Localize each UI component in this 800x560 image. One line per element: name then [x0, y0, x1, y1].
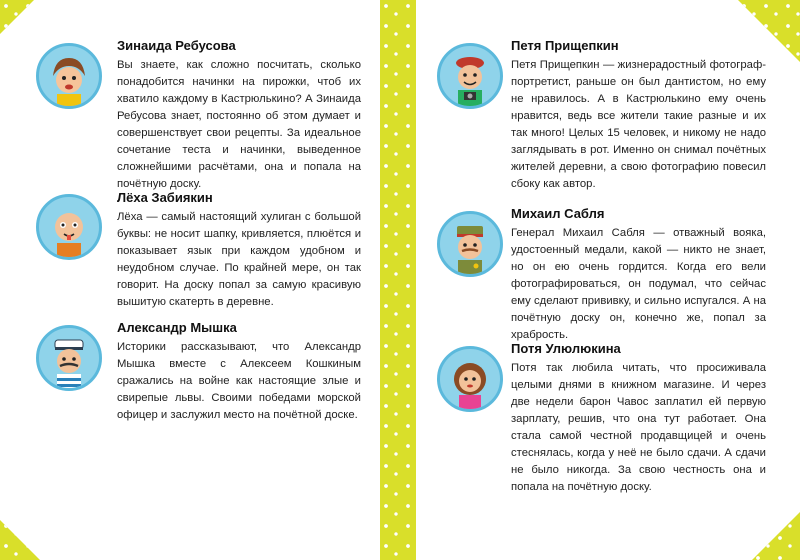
bully-portrait-icon — [36, 194, 102, 260]
general-portrait-icon — [437, 211, 503, 277]
entry-text: Петя Прищепкин — жизнерадостный фотограф-портретист, раньше он был дантистом, но ему не нравилось. А в Кастрюлькино ему очень нравится, ведь все жители такие разные и их так много! Целых 15 человек, и никому не надо заглядывать в рот. Именно он снимал почётных жителей деревни, а свою фотографию повесил сбоку как автор. — [511, 59, 766, 190]
floral-corner-top-right — [738, 0, 800, 62]
sailor-portrait-icon — [36, 325, 102, 391]
floral-corner-top-left — [0, 0, 34, 34]
floral-corner-bottom-right — [752, 512, 800, 560]
entry-name: Михаил Сабля — [511, 206, 605, 221]
seller-portrait-icon — [437, 346, 503, 412]
entry-name: Потя Улюлюкина — [511, 341, 621, 356]
cook-portrait-icon — [36, 43, 102, 109]
floral-corner-bottom-left — [0, 520, 40, 560]
entry-text: Вы знаете, как сложно посчитать, сколько понадобится начинки на пирожки, чтоб их хватило каждому в Кастрюлькино? А Зинаида Ребусова знает, постоянно об этом думает и совершенствует свои рецепты. За идеальное сочетание теста и начинки, выведенное сложнейшими расчётами, она и попала на почётную доску. — [117, 59, 361, 190]
photographer-portrait-icon — [437, 43, 503, 109]
entry-name: Александр Мышка — [117, 320, 237, 335]
entry-name: Петя Прищепкин — [511, 38, 619, 53]
entry-name: Зинаида Ребусова — [117, 38, 236, 53]
entry-text: Историки рассказывают, что Александр Мышка вместе с Алексеем Кошкиным сражались на войне как настоящие злые и свирепые львы. Своими победами морской офицер и заслужил место на почётной доске. — [117, 341, 361, 421]
entry-text: Потя так любила читать, что просиживала целыми днями в книжном магазине. И через две недели барон Чавос заплатил ей первую зарплату, решив, что она тут работает. Она стала самой честной продавщицей и очень стеснялась, когда у неё не было сдачи. А сдачи не было никогда. За свою честность она и попала на почётную доску. — [511, 362, 766, 493]
floral-spine-border — [380, 0, 416, 560]
entry-text: Генерал Михаил Сабля — отважный вояка, удостоенный медали, какой — никто не знает, но он ею очень гордится. Когда его вели фотографироваться, он подумал, что сейчас ему сделают прививку, и сильно испугался. А на почётную доску он, конечно же, попал за храбрость. — [511, 227, 766, 341]
entry-name: Лёха Забиякин — [117, 190, 213, 205]
entry-text: Лёха — самый настоящий хулиган с большой буквы: не носит шапку, кривляется, плюётся и показывает язык при каждом удобном и неудобном случае. По крайней мере, он так говорит. На доску попал за самую красивую вышитую скатерть в деревне. — [117, 211, 361, 308]
